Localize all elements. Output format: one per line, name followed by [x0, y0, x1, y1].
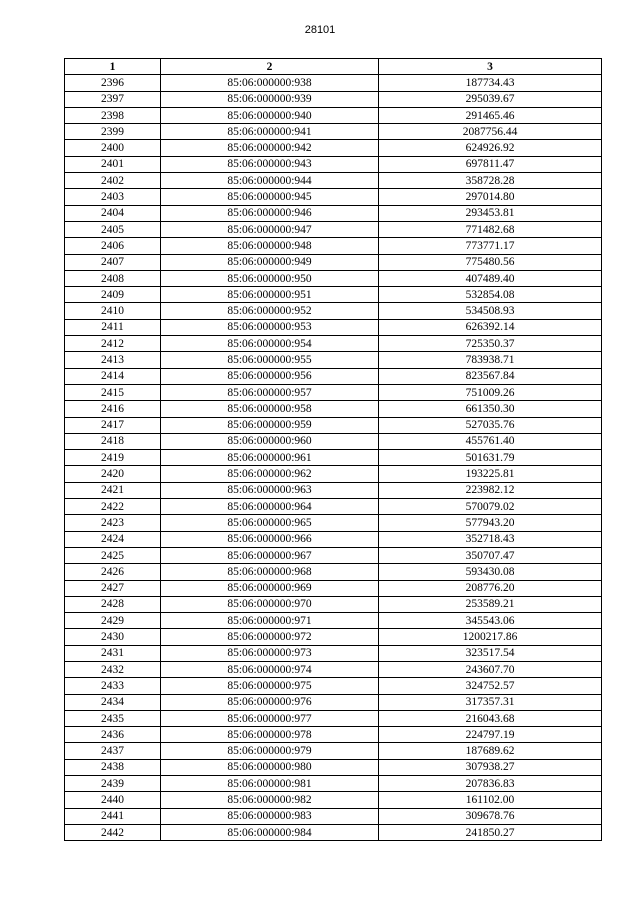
table-row [65, 564, 602, 580]
page-number: 28101 [304, 24, 336, 36]
cadastral-number-cell: 85:06:000000:979 [161, 743, 379, 759]
table-row [65, 482, 602, 498]
cadastral-number-cell: 85:06:000000:942 [161, 140, 379, 156]
value-cell: 243607.70 [379, 661, 602, 677]
row-number-cell: 2423 [65, 515, 161, 531]
table-row [65, 759, 602, 775]
table-row [65, 401, 602, 417]
table-row [65, 824, 602, 840]
value-cell: 358728.28 [379, 173, 602, 189]
value-cell: 624926.92 [379, 140, 602, 156]
table-row [65, 515, 602, 531]
table-row [65, 303, 602, 319]
row-number-cell: 2421 [65, 482, 161, 498]
table-row [65, 417, 602, 433]
value-cell: 293453.81 [379, 205, 602, 221]
table-row [65, 466, 602, 482]
row-number-cell: 2428 [65, 596, 161, 612]
row-number-cell: 2413 [65, 352, 161, 368]
table-row [65, 743, 602, 759]
table-row [65, 91, 602, 107]
table-row [65, 287, 602, 303]
cadastral-number-cell: 85:06:000000:980 [161, 759, 379, 775]
cadastral-number-cell: 85:06:000000:981 [161, 776, 379, 792]
table-row [65, 580, 602, 596]
cadastral-number-cell: 85:06:000000:955 [161, 352, 379, 368]
cadastral-number-cell: 85:06:000000:965 [161, 515, 379, 531]
column-header-3: 3 [379, 59, 602, 75]
value-cell: 501631.79 [379, 450, 602, 466]
value-cell: 207836.83 [379, 776, 602, 792]
cadastral-number-cell: 85:06:000000:956 [161, 368, 379, 384]
value-cell: 725350.37 [379, 336, 602, 352]
value-cell: 1200217.86 [379, 629, 602, 645]
cadastral-number-cell: 85:06:000000:977 [161, 710, 379, 726]
value-cell: 193225.81 [379, 466, 602, 482]
cadastral-number-cell: 85:06:000000:951 [161, 287, 379, 303]
cadastral-number-cell: 85:06:000000:944 [161, 173, 379, 189]
row-number-cell: 2427 [65, 580, 161, 596]
table-row [65, 547, 602, 563]
table-header-row [65, 59, 602, 75]
cadastral-number-cell: 85:06:000000:972 [161, 629, 379, 645]
table-body [65, 75, 602, 841]
row-number-cell: 2436 [65, 727, 161, 743]
cadastral-number-cell: 85:06:000000:963 [161, 482, 379, 498]
value-cell: 577943.20 [379, 515, 602, 531]
value-cell: 570079.02 [379, 499, 602, 515]
table-row [65, 808, 602, 824]
row-number-cell: 2432 [65, 661, 161, 677]
cadastral-number-cell: 85:06:000000:982 [161, 792, 379, 808]
table-row [65, 270, 602, 286]
value-cell: 187689.62 [379, 743, 602, 759]
row-number-cell: 2414 [65, 368, 161, 384]
value-cell: 783938.71 [379, 352, 602, 368]
row-number-cell: 2433 [65, 678, 161, 694]
cadastral-number-cell: 85:06:000000:970 [161, 596, 379, 612]
table-row [65, 792, 602, 808]
table-row [65, 727, 602, 743]
column-header-1: 1 [65, 59, 161, 75]
cadastral-number-cell: 85:06:000000:941 [161, 124, 379, 140]
cadastral-number-cell: 85:06:000000:975 [161, 678, 379, 694]
row-number-cell: 2435 [65, 710, 161, 726]
row-number-cell: 2442 [65, 824, 161, 840]
cadastral-number-cell: 85:06:000000:983 [161, 808, 379, 824]
table-row [65, 433, 602, 449]
row-number-cell: 2407 [65, 254, 161, 270]
value-cell: 2087756.44 [379, 124, 602, 140]
table-row [65, 254, 602, 270]
value-cell: 352718.43 [379, 531, 602, 547]
row-number-cell: 2409 [65, 287, 161, 303]
value-cell: 297014.80 [379, 189, 602, 205]
row-number-cell: 2400 [65, 140, 161, 156]
cadastral-number-cell: 85:06:000000:974 [161, 661, 379, 677]
cadastral-number-cell: 85:06:000000:945 [161, 189, 379, 205]
row-number-cell: 2401 [65, 156, 161, 172]
table-row [65, 336, 602, 352]
table-row [65, 173, 602, 189]
row-number-cell: 2417 [65, 417, 161, 433]
value-cell: 771482.68 [379, 221, 602, 237]
value-cell: 323517.54 [379, 645, 602, 661]
value-cell: 407489.40 [379, 270, 602, 286]
cadastral-number-cell: 85:06:000000:950 [161, 270, 379, 286]
row-number-cell: 2406 [65, 238, 161, 254]
table-row [65, 450, 602, 466]
cadastral-number-cell: 85:06:000000:968 [161, 564, 379, 580]
cadastral-number-cell: 85:06:000000:957 [161, 384, 379, 400]
table-row [65, 140, 602, 156]
row-number-cell: 2399 [65, 124, 161, 140]
row-number-cell: 2420 [65, 466, 161, 482]
cadastral-number-cell: 85:06:000000:964 [161, 499, 379, 515]
cadastral-number-cell: 85:06:000000:960 [161, 433, 379, 449]
row-number-cell: 2408 [65, 270, 161, 286]
value-cell: 291465.46 [379, 107, 602, 123]
cadastral-number-cell: 85:06:000000:949 [161, 254, 379, 270]
table-row [65, 319, 602, 335]
cadastral-number-cell: 85:06:000000:978 [161, 727, 379, 743]
row-number-cell: 2431 [65, 645, 161, 661]
table-row [65, 156, 602, 172]
table-row [65, 629, 602, 645]
value-cell: 253589.21 [379, 596, 602, 612]
cadastral-number-cell: 85:06:000000:967 [161, 547, 379, 563]
cadastral-number-cell: 85:06:000000:940 [161, 107, 379, 123]
row-number-cell: 2412 [65, 336, 161, 352]
row-number-cell: 2426 [65, 564, 161, 580]
row-number-cell: 2398 [65, 107, 161, 123]
cadastral-table [64, 58, 602, 841]
table-row [65, 645, 602, 661]
row-number-cell: 2424 [65, 531, 161, 547]
row-number-cell: 2402 [65, 173, 161, 189]
value-cell: 532854.08 [379, 287, 602, 303]
value-cell: 295039.67 [379, 91, 602, 107]
cadastral-number-cell: 85:06:000000:976 [161, 694, 379, 710]
row-number-cell: 2430 [65, 629, 161, 645]
row-number-cell: 2440 [65, 792, 161, 808]
table-row [65, 531, 602, 547]
table-row [65, 75, 602, 91]
cadastral-number-cell: 85:06:000000:966 [161, 531, 379, 547]
value-cell: 697811.47 [379, 156, 602, 172]
cadastral-number-cell: 85:06:000000:946 [161, 205, 379, 221]
row-number-cell: 2396 [65, 75, 161, 91]
cadastral-number-cell: 85:06:000000:971 [161, 613, 379, 629]
value-cell: 823567.84 [379, 368, 602, 384]
table-row [65, 710, 602, 726]
row-number-cell: 2404 [65, 205, 161, 221]
value-cell: 309678.76 [379, 808, 602, 824]
row-number-cell: 2411 [65, 319, 161, 335]
row-number-cell: 2415 [65, 384, 161, 400]
cadastral-number-cell: 85:06:000000:973 [161, 645, 379, 661]
cadastral-number-cell: 85:06:000000:938 [161, 75, 379, 91]
value-cell: 216043.68 [379, 710, 602, 726]
row-number-cell: 2438 [65, 759, 161, 775]
value-cell: 345543.06 [379, 613, 602, 629]
row-number-cell: 2403 [65, 189, 161, 205]
row-number-cell: 2441 [65, 808, 161, 824]
cadastral-number-cell: 85:06:000000:952 [161, 303, 379, 319]
table-row [65, 189, 602, 205]
row-number-cell: 2416 [65, 401, 161, 417]
row-number-cell: 2437 [65, 743, 161, 759]
cadastral-number-cell: 85:06:000000:954 [161, 336, 379, 352]
table-row [65, 776, 602, 792]
cadastral-number-cell: 85:06:000000:984 [161, 824, 379, 840]
value-cell: 224797.19 [379, 727, 602, 743]
value-cell: 534508.93 [379, 303, 602, 319]
table-row [65, 678, 602, 694]
table-row [65, 661, 602, 677]
cadastral-number-cell: 85:06:000000:959 [161, 417, 379, 433]
cadastral-number-cell: 85:06:000000:961 [161, 450, 379, 466]
value-cell: 317357.31 [379, 694, 602, 710]
value-cell: 350707.47 [379, 547, 602, 563]
table-row [65, 384, 602, 400]
table-row [65, 694, 602, 710]
table-row [65, 238, 602, 254]
value-cell: 775480.56 [379, 254, 602, 270]
cadastral-number-cell: 85:06:000000:962 [161, 466, 379, 482]
row-number-cell: 2434 [65, 694, 161, 710]
value-cell: 751009.26 [379, 384, 602, 400]
row-number-cell: 2422 [65, 499, 161, 515]
table-row [65, 352, 602, 368]
row-number-cell: 2419 [65, 450, 161, 466]
value-cell: 187734.43 [379, 75, 602, 91]
table-row [65, 124, 602, 140]
table-row [65, 107, 602, 123]
value-cell: 527035.76 [379, 417, 602, 433]
value-cell: 324752.57 [379, 678, 602, 694]
cadastral-number-cell: 85:06:000000:943 [161, 156, 379, 172]
cadastral-number-cell: 85:06:000000:939 [161, 91, 379, 107]
table-row [65, 221, 602, 237]
row-number-cell: 2410 [65, 303, 161, 319]
row-number-cell: 2418 [65, 433, 161, 449]
value-cell: 161102.00 [379, 792, 602, 808]
row-number-cell: 2429 [65, 613, 161, 629]
value-cell: 661350.30 [379, 401, 602, 417]
value-cell: 773771.17 [379, 238, 602, 254]
table-row [65, 596, 602, 612]
value-cell: 307938.27 [379, 759, 602, 775]
cadastral-number-cell: 85:06:000000:947 [161, 221, 379, 237]
cadastral-number-cell: 85:06:000000:948 [161, 238, 379, 254]
value-cell: 626392.14 [379, 319, 602, 335]
row-number-cell: 2405 [65, 221, 161, 237]
value-cell: 223982.12 [379, 482, 602, 498]
row-number-cell: 2397 [65, 91, 161, 107]
value-cell: 241850.27 [379, 824, 602, 840]
row-number-cell: 2439 [65, 776, 161, 792]
table-row [65, 368, 602, 384]
cadastral-number-cell: 85:06:000000:953 [161, 319, 379, 335]
table-row [65, 499, 602, 515]
column-header-2: 2 [161, 59, 379, 75]
row-number-cell: 2425 [65, 547, 161, 563]
value-cell: 208776.20 [379, 580, 602, 596]
table-row [65, 613, 602, 629]
value-cell: 593430.08 [379, 564, 602, 580]
value-cell: 455761.40 [379, 433, 602, 449]
table-row [65, 205, 602, 221]
cadastral-number-cell: 85:06:000000:969 [161, 580, 379, 596]
cadastral-number-cell: 85:06:000000:958 [161, 401, 379, 417]
